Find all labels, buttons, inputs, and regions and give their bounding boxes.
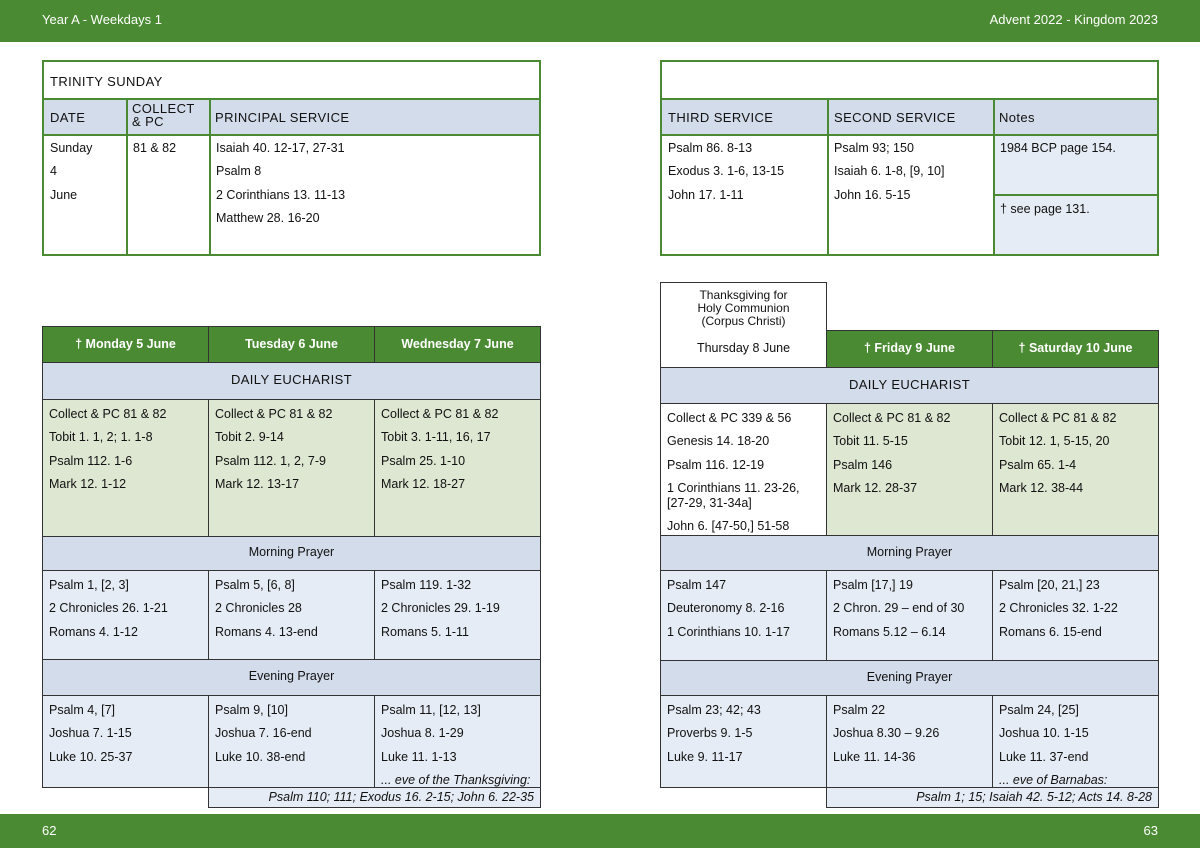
daily-eucharist-heading: DAILY EUCHARIST (42, 362, 541, 400)
sunday-principal-readings: Isaiah 40. 12-17, 27-31 Psalm 8 2 Corinthians 13. 11-13 Matthew 28. 16-20 (216, 141, 346, 226)
eucharist-wednesday: Collect & PC 81 & 82 Tobit 3. 1-11, 16, 17 Psalm 25. 1-10 Mark 12. 18-27 (374, 399, 541, 537)
eucharist-friday: Collect & PC 81 & 82 Tobit 11. 5-15 Psalm 146 Mark 12. 28-37 (826, 403, 993, 536)
header-date: DATE (50, 110, 86, 125)
morning-thursday: Psalm 147 Deuteronomy 8. 2-16 1 Corinthians 10. 1-17 (660, 570, 827, 661)
day-header-saturday: † Saturday 10 June (992, 330, 1159, 368)
morning-friday: Psalm [17,] 19 2 Chron. 29 – end of 30 Romans 5.12 – 6.14 (826, 570, 993, 661)
notes-see-page: † see page 131. (1000, 202, 1090, 216)
sunday-collect: 81 & 82 (133, 141, 177, 155)
header-second-service: SECOND SERVICE (834, 110, 956, 125)
day-header-monday: † Monday 5 June (42, 326, 209, 363)
evening-friday: Psalm 22 Joshua 8.30 – 9.26 Luke 11. 14-36 (826, 695, 993, 788)
evening-wednesday: Psalm 11, [12, 13] Joshua 8. 1-29 Luke 11. 1-13 ... eve of the Thanksgiving: (374, 695, 541, 788)
evening-saturday: Psalm 24, [25] Joshua 10. 1-15 Luke 11. 37-end ... eve of Barnabas: (992, 695, 1159, 788)
morning-prayer-heading: Morning Prayer (42, 536, 541, 571)
page-number-right: 63 (1143, 823, 1158, 838)
header-notes: Notes (999, 110, 1035, 125)
morning-tuesday: Psalm 5, [6, 8] 2 Chronicles 28 Romans 4. 13-end (208, 570, 375, 660)
eve-note-barnabas: ... eve of Barnabas: (999, 773, 1108, 788)
day-header-friday: † Friday 9 June (826, 330, 993, 368)
eve-note-thanksgiving: ... eve of the Thanksgiving: (381, 773, 531, 788)
header-left: Year A - Weekdays 1 (42, 12, 162, 27)
sunday-date: Sunday 4 June (50, 141, 93, 202)
notes-bcp: 1984 BCP page 154. (1000, 141, 1116, 155)
morning-monday: Psalm 1, [2, 3] 2 Chronicles 26. 1-21 Romans 4. 1-12 (42, 570, 209, 660)
header-collect: COLLECT & PC (132, 101, 195, 129)
morning-prayer-heading-right: Morning Prayer (660, 535, 1159, 571)
evening-thursday: Psalm 23; 42; 43 Proverbs 9. 1-5 Luke 9. 11-17 (660, 695, 827, 788)
second-service-readings: Psalm 93; 150 Isaiah 6. 1-8, [9, 10] John 16. 5-15 (834, 141, 945, 202)
trinity-sunday-table (42, 60, 541, 256)
evening-prayer-heading: Evening Prayer (42, 659, 541, 696)
third-service-readings: Psalm 86. 8-13 Exodus 3. 1-6, 13-15 John 17. 1-11 (668, 141, 785, 202)
eucharist-saturday: Collect & PC 81 & 82 Tobit 12. 1, 5-15, 20 Psalm 65. 1-4 Mark 12. 38-44 (992, 403, 1159, 536)
sunday-services-table (660, 60, 1159, 256)
evening-monday: Psalm 4, [7] Joshua 7. 1-15 Luke 10. 25-37 (42, 695, 209, 788)
day-header-tuesday: Tuesday 6 June (208, 326, 375, 363)
day-header-wednesday: Wednesday 7 June (374, 326, 541, 363)
header-right: Advent 2022 - Kingdom 2023 (989, 12, 1158, 27)
eve-readings-thanksgiving: Psalm 110; 111; Exodus 16. 2-15; John 6. 22-35 (208, 787, 541, 808)
morning-saturday: Psalm [20, 21,] 23 2 Chronicles 32. 1-22 Romans 6. 15-end (992, 570, 1159, 661)
trinity-sunday-title: TRINITY SUNDAY (50, 74, 163, 89)
thursday-date: Thursday 8 June (696, 341, 791, 355)
day-header-thursday (660, 282, 827, 368)
weekday-table-right (660, 282, 1159, 808)
morning-wednesday: Psalm 119. 1-32 2 Chronicles 29. 1-19 Romans 5. 1-11 (374, 570, 541, 660)
thursday-feast-line-2: Holy Communion (697, 301, 790, 315)
evening-prayer-heading-right: Evening Prayer (660, 660, 1159, 696)
eve-readings-barnabas: Psalm 1; 15; Isaiah 42. 5-12; Acts 14. 8-28 (826, 787, 1159, 808)
daily-eucharist-heading-right: DAILY EUCHARIST (660, 367, 1159, 404)
header-principal-service: PRINCIPAL SERVICE (215, 110, 350, 125)
eucharist-monday: Collect & PC 81 & 82 Tobit 1. 1, 2; 1. 1-8 Psalm 112. 1-6 Mark 12. 1-12 (42, 399, 209, 537)
page-header (0, 0, 1200, 42)
evening-tuesday: Psalm 9, [10] Joshua 7. 16-end Luke 10. 38-end (208, 695, 375, 788)
eucharist-thursday: Collect & PC 339 & 56 Genesis 14. 18-20 Psalm 116. 12-19 1 Corinthians 11. 23-26, [27-29, 31-34a] John 6. [47-50,] 51-58 (660, 403, 827, 536)
header-third-service: THIRD SERVICE (668, 110, 774, 125)
eucharist-tuesday: Collect & PC 81 & 82 Tobit 2. 9-14 Psalm 112. 1, 2, 7-9 Mark 12. 13-17 (208, 399, 375, 537)
page-number-left: 62 (42, 823, 57, 838)
page-footer (0, 814, 1200, 848)
weekday-table-left (42, 326, 541, 808)
thursday-feast-line-1: Thanksgiving for (699, 288, 788, 302)
thursday-feast-line-3: (Corpus Christi) (701, 314, 786, 328)
